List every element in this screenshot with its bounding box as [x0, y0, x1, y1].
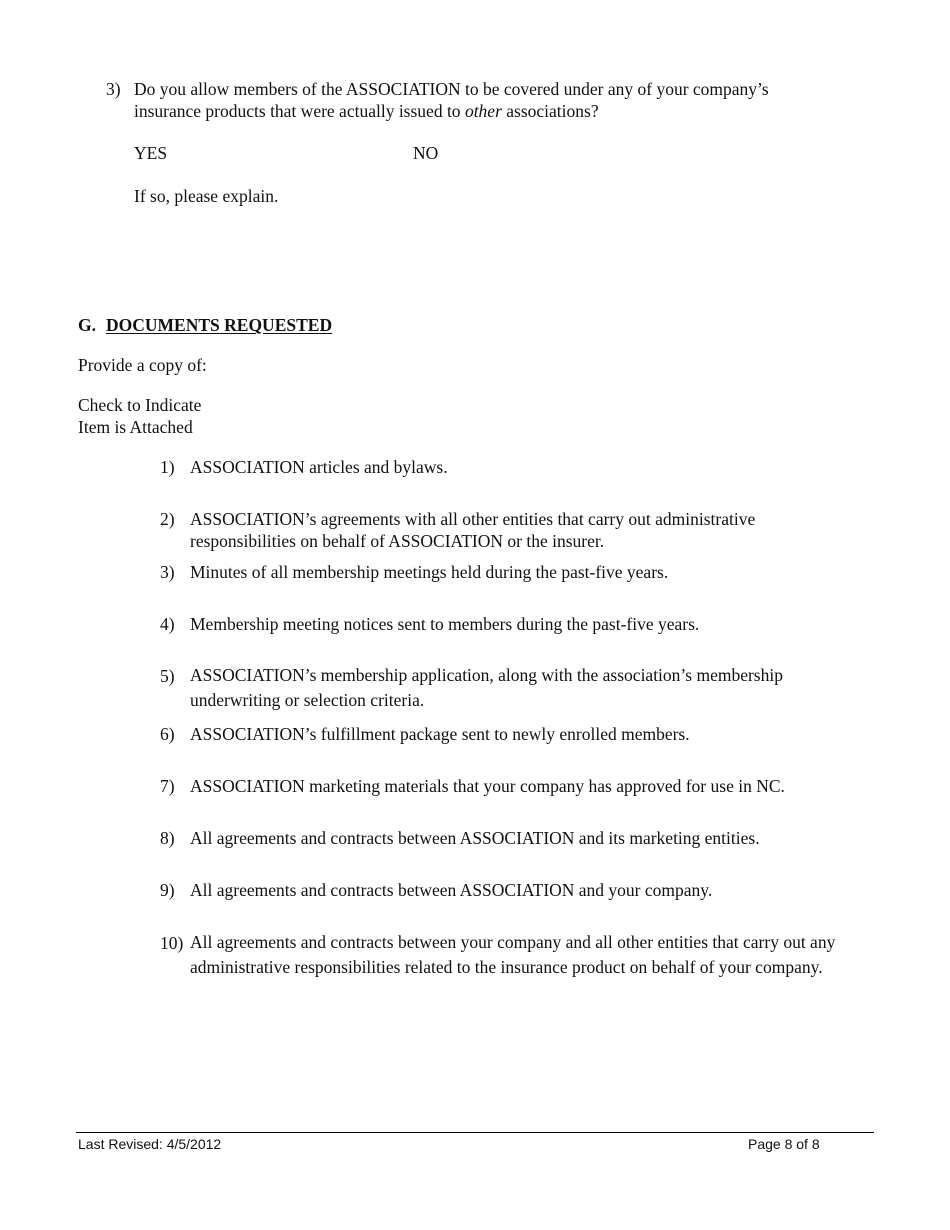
document-item: ASSOCIATION’s membership application, along with the association’s membership underwriting or selection criteria.: [190, 665, 783, 710]
page-number: Page 8 of 8: [748, 1136, 820, 1152]
section-letter: G.: [78, 315, 96, 335]
footer-divider: [76, 1132, 874, 1133]
question-text-part2: associations?: [501, 101, 599, 121]
item-number: 2): [160, 509, 175, 529]
item-number: 4): [160, 614, 175, 634]
item-number: 10): [160, 933, 184, 953]
last-revised: Last Revised: 4/5/2012: [78, 1136, 222, 1152]
item-number: 8): [160, 828, 175, 848]
item-number: 3): [160, 562, 175, 582]
item-number: 7): [160, 776, 175, 796]
provide-label: Provide a copy of:: [78, 355, 207, 375]
document-item: ASSOCIATION’s fulfillment package sent to newly enrolled members.: [190, 724, 690, 744]
section-title: DOCUMENTS REQUESTED: [106, 315, 333, 335]
question-text-emphasis: other: [464, 101, 502, 121]
document-item: Membership meeting notices sent to members during the past-five years.: [190, 614, 700, 634]
yes-option[interactable]: YES: [134, 143, 168, 163]
document-item: All agreements and contracts between ASSOCIATION and its marketing entities.: [190, 828, 760, 848]
question-text-part1: Do you allow members of the ASSOCIATION to be covered under any of your company’s insurance products that were actually issued to: [134, 79, 769, 121]
document-item: All agreements and contracts between your company and all other entities that carry out any administrative responsibilities related to the insurance product on behalf of your company.: [190, 932, 836, 977]
item-number: 6): [160, 724, 175, 744]
question-number: 3): [106, 79, 121, 99]
document-item: ASSOCIATION’s agreements with all other entities that carry out administrative responsibilities on behalf of ASSOCIATION or the insurer.: [190, 509, 756, 551]
check-label-line1: Check to Indicate: [78, 395, 202, 415]
document-item: Minutes of all membership meetings held during the past-five years.: [190, 562, 669, 582]
item-number: 9): [160, 880, 175, 900]
item-number: 1): [160, 457, 175, 477]
document-item: ASSOCIATION marketing materials that your company has approved for use in NC.: [190, 776, 785, 796]
check-label-line2: Item is Attached: [78, 417, 193, 437]
document-item: ASSOCIATION articles and bylaws.: [190, 457, 448, 477]
no-option[interactable]: NO: [413, 143, 439, 163]
document-item: All agreements and contracts between ASSOCIATION and your company.: [190, 880, 713, 900]
explain-prompt: If so, please explain.: [134, 186, 279, 206]
item-number: 5): [160, 666, 175, 686]
question-text: [134, 78, 834, 122]
